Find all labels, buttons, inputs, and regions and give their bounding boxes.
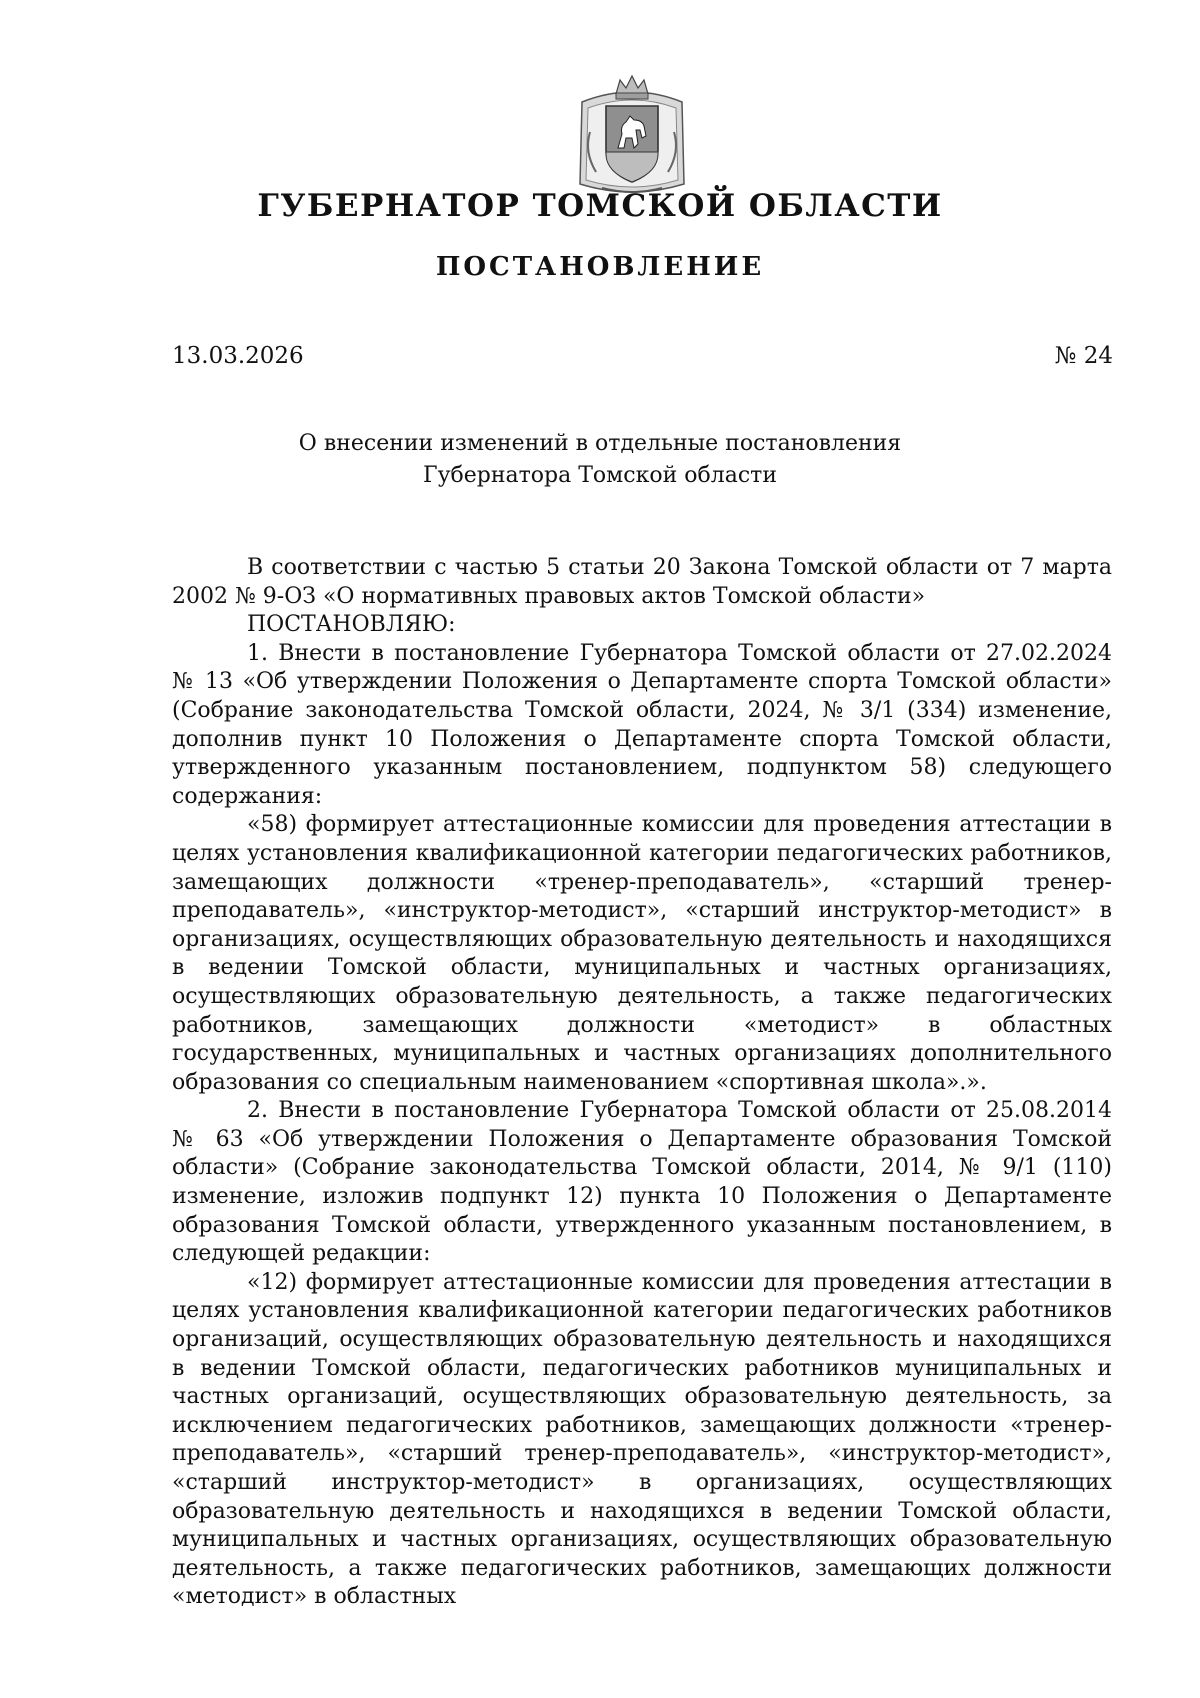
- document-number: № 24: [1054, 343, 1113, 369]
- item-1-quote-paragraph: «58) формирует аттестационные комиссии для проведения аттестации в целях установления квалификационной категории педагогических работников, замещающих должности «тренер-преподаватель», «старший тренер-преподаватель», «инструктор-методист», «старший инструктор-методист» в организациях, осуществляющих образовательную деятельность и находящихся в ведении Томской области, муниципальных и частных организациях, осуществляющих образовательную деятельность, а также педагогических работников, замещающих должности «методист» в областных государственных, муниципальных и частных организациях дополнительного образования со специальным наименованием «спортивная школа».».: [172, 812, 1112, 1095]
- document-title-line-2: Губернатора Томской области: [423, 463, 777, 488]
- resolve-paragraph: ПОСТАНОВЛЯЮ:: [247, 612, 456, 638]
- document-title-line-1: О внесении изменений в отдельные постановления: [298, 431, 902, 456]
- document-body: [172, 554, 1112, 1612]
- item-1-paragraph: 1. Внести в постановление Губернатора Томской области от 27.02.2024 № 13 «Об утверждении Положения о Департаменте спорта Томской области» (Собрание законодательства Томской области, 2024, № 3/1 (334) изменение, дополнив пункт 10 Положения о Департаменте спорта Томской области, утвержденного указанным постановлением, подпунктом 58) следующего содержания:: [172, 640, 1112, 809]
- item-2-paragraph: 2. Внести в постановление Губернатора Томской области от 25.08.2014 № 63 «Об утверждении Положения о Департаменте образования Томской области» (Собрание законодательства Томской области, 2014, № 9/1 (110) изменение, изложив подпункт 12) пункта 10 Положения о Департаменте образования Томской области, утвержденного указанным постановлением, в следующей редакции:: [172, 1098, 1112, 1267]
- tomsk-oblast-coat-of-arms-icon: [572, 72, 692, 202]
- document-type-heading: ПОСТАНОВЛЕНИЕ: [435, 252, 765, 282]
- item-2-quote-paragraph: «12) формирует аттестационные комиссии для проведения аттестации в целях установления квалификационной категории педагогических работников организаций, осуществляющих образовательную деятельность и находящихся в ведении Томской области, педагогических работников муниципальных и частных организаций, осуществляющих образовательную деятельность, за исключением педагогических работников, замещающих должности «тренер-преподаватель», «старший тренер-преподаватель», «инструктор-методист», «старший инструктор-методист» в организациях, осуществляющих образовательную деятельность и находящихся в ведении Томской области, муниципальных и частных организациях, осуществляющих образовательную деятельность, а также педагогических работников, замещающих должности «методист» в областных: [172, 1269, 1112, 1610]
- preamble-paragraph: В соответствии с частью 5 статьи 20 Закона Томской области от 7 марта 2002 № 9-ОЗ «О нормативных правовых актов Томской области»: [172, 555, 1112, 609]
- authority-heading: ГУБЕРНАТОР ТОМСКОЙ ОБЛАСТИ: [257, 188, 943, 224]
- document-title: [0, 428, 1200, 492]
- document-date: 13.03.2026: [172, 343, 304, 369]
